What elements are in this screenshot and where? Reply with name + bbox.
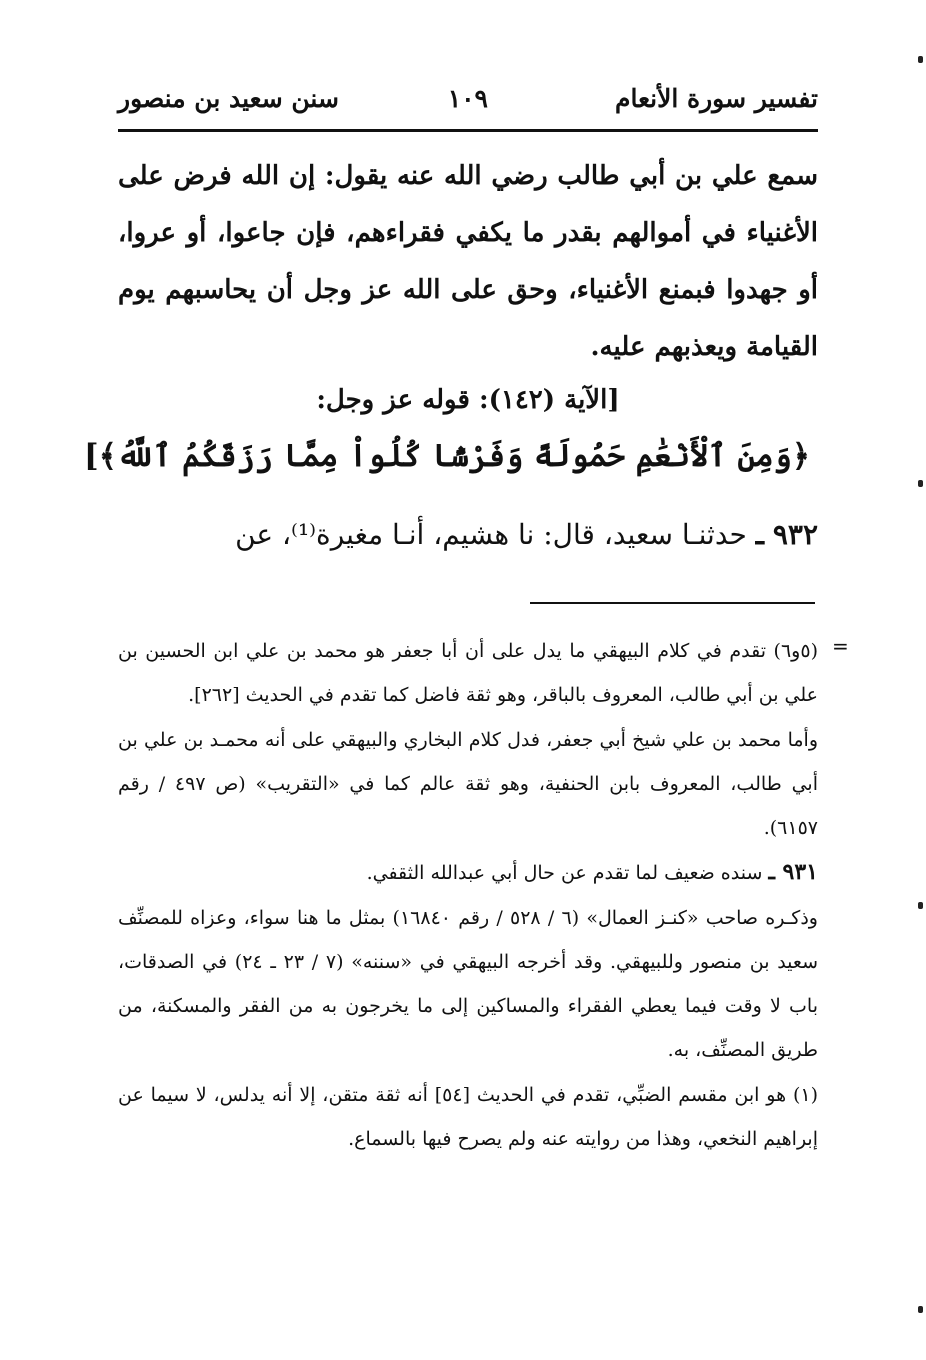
page-number: ١٠٩ bbox=[447, 84, 488, 113]
footnote-prefix: ٩٣١ ـ bbox=[768, 859, 818, 885]
scan-speck bbox=[918, 1306, 923, 1313]
footnote-text: وذكـره صاحب «كنـز العمال» (٦ / ٥٢٨ / رقم ١٦٨٤٠) بمثل ما هنا سواء، وعزاه للمصنِّف سعيد بن منصور وللبيهقي. وقد أخرجه البيهقي في «سننه» (٧ / ٢٣ ـ ٢٤) في الصدقات، باب لا وقت فيما يعطي الفقراء والمساكين إلى ما يخرجون به من الفقر والمسكنة، من طريق المصنِّف، به. bbox=[118, 907, 818, 1061]
hadith-line bbox=[118, 518, 818, 551]
footnote-separator bbox=[530, 602, 815, 604]
footnotes-block bbox=[118, 628, 818, 1161]
hadith-number: ٩٣٢ bbox=[772, 518, 818, 551]
scan-speck bbox=[918, 902, 923, 909]
footnote-paragraph bbox=[118, 895, 818, 1072]
main-text-block bbox=[118, 148, 818, 376]
header-rule bbox=[118, 129, 818, 132]
page-header bbox=[118, 84, 818, 124]
footnote-paragraph bbox=[118, 1072, 818, 1161]
book-title: سنن سعيد بن منصور bbox=[118, 84, 339, 113]
scan-speck bbox=[918, 56, 923, 63]
footnote-text: سنده ضعيف لما تقدم عن حال أبي عبدالله الثقفي. bbox=[366, 862, 763, 884]
main-paragraph: سمع علي بن أبي طالب رضي الله عنه يقول: إن الله فرض على الأغنياء في أموالهم بقدر ما يكفي فقراءهم، فإن جاعوا، أو عروا، أو جهدوا فبمنع الأغنياء، وحق على الله عز وجل أن يحاسبهم يوم القيامة ويعذبهم عليه. bbox=[118, 161, 818, 362]
scan-speck bbox=[918, 480, 923, 487]
hadith-text: حدثنـا سعيد، قال: نا هشيم، أنـا مغيرة⁽¹⁾، عن bbox=[235, 518, 747, 551]
footnote-paragraph bbox=[118, 628, 818, 717]
footnote-text: (١) هو ابن مقسم الضبِّي، تقدم في الحديث [٥٤] أنه ثقة متقن، إلا أنه يدلس، لا سيما عن إبراهيم النخعي، وهذا من روايته عنه ولم يصرح فيها بالسماع. bbox=[118, 1084, 818, 1150]
footnote-paragraph bbox=[118, 717, 818, 850]
footnote-text: وأما محمد بن علي شيخ أبي جعفر، فدل كلام البخاري والبيهقي على أنه محمـد بن علي بن أبي طالب، المعروف بابن الحنفية، وهو ثقة عالم كما في «التقريب» (ص ٤٩٧ / رقم ٦١٥٧). bbox=[118, 729, 818, 839]
hadith-dash: ـ bbox=[755, 518, 764, 551]
footnote-paragraph bbox=[118, 850, 818, 895]
ayah-text: ﴿وَمِنَ ٱلْأَنْعَٰمِ حَمُولَةً وَفَرْشًا كُلُواْ مِمَّا رَزَقَكُمُ ٱللَّهُ﴾] bbox=[84, 438, 810, 474]
continuation-mark: = bbox=[832, 634, 849, 658]
surah-title: تفسير سورة الأنعام bbox=[614, 84, 818, 113]
ayah-heading: [الآية (١٤٢): قوله عز وجل: bbox=[316, 385, 620, 415]
footnote-text: (٥و٦) تقدم في كلام البيهقي ما يدل على أن أبا جعفر هو محمد بن علي ابن الحسين بن علي بن أبي طالب، المعروف بالباقر، وهو ثقة فاضل كما تقدم في الحديث [٢٦٢]. bbox=[118, 640, 818, 706]
